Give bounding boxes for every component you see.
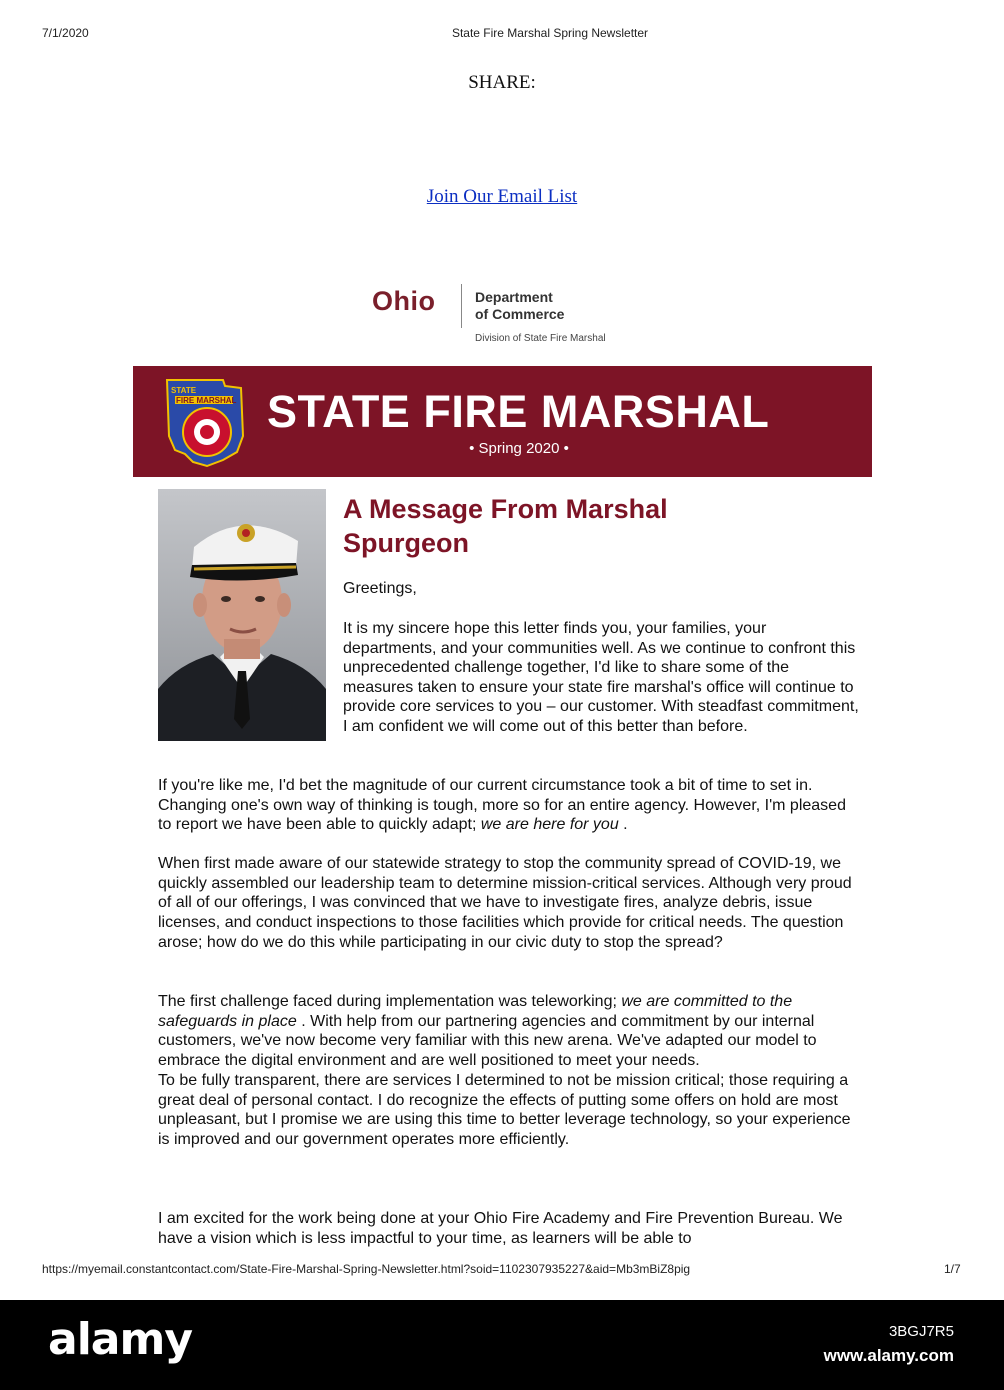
alamy-logo: alamy: [48, 1314, 192, 1365]
article-paragraph: When first made aware of our statewide strategy to stop the community spread of COVID-19, we quickly assembled our leadership team to determine mission-critical services. Although very proud of all of our offerings, I was convinced that we have to investigate fires, analyze debris, issue licenses, and conduct inspections to those facilities which provide for critical needs. The question arose; how do we do this while participating in our civic duty to stop the spread?: [158, 855, 852, 951]
article-intro: It is my sincere hope this letter finds you, your families, your departments, and your communities well. As we continue to confront this unprecedented challenge together, I'd like to share some of the measures taken to ensure your state fire marshal's office will continue to provide core services to you – our customer. With steadfast commitment, I am confident we will come out of this better than before.: [343, 620, 859, 735]
logo-department: Department of Commerce: [475, 289, 565, 322]
newsletter-banner: [133, 366, 872, 477]
print-page-number: 1/7: [944, 1262, 961, 1276]
logo-ohio-wordmark: Ohio: [372, 286, 436, 316]
paragraph-text: The first challenge faced during implementation was teleworking;: [158, 993, 622, 1010]
paragraph-text: To be fully transparent, there are services I determined to not be mission critical; those requiring a great deal of personal contact. I do recognize the effects of putting some offers on hold are most unpleasant, but I promise we are using this time to better leverage technology, so your experience is improved and our government operates more efficiently.: [158, 1071, 851, 1148]
print-url: https://myemail.constantcontact.com/State-Fire-Marshal-Spring-Newsletter.html?soid=1102307935227&aid=Mb3mBiZ8pig: [42, 1262, 691, 1276]
stock-watermark-bar: [0, 1300, 1004, 1390]
paragraph-text: .: [618, 816, 628, 834]
join-email-list: [0, 186, 1004, 208]
print-title: State Fire Marshal Spring Newsletter: [451, 26, 649, 40]
paragraph-text: If you're like me, I'd bet the magnitude of our current circumstance took a bit of time to set in. Changing one's own way of thinking is tough, more so for an entire agency. However, I'm pleased to report we have been able to quickly adapt;: [158, 777, 846, 834]
article-paragraph: [158, 992, 858, 1150]
ohio-commerce-logo: [372, 282, 632, 348]
logo-division: Division of State Fire Marshal: [475, 333, 606, 344]
banner-title: STATE FIRE MARSHAL: [267, 386, 770, 437]
banner-season: • Spring 2020 •: [469, 440, 569, 457]
join-email-list-link[interactable]: Join Our Email List: [426, 186, 578, 207]
emphasis-text: we are here for you: [480, 816, 619, 834]
svg-text:FIRE MARSHAL: FIRE MARSHAL: [176, 396, 237, 405]
share-label: SHARE:: [468, 72, 536, 93]
article-paragraph: [158, 776, 858, 835]
stock-image-id: 3BGJ7R5: [888, 1323, 954, 1340]
fire-marshal-badge-icon: [163, 376, 245, 468]
logo-divider: [461, 284, 462, 328]
emphasis-text: we are committed to the safeguards in place: [158, 993, 793, 1030]
article-heading: A Message From Marshal Spurgeon: [343, 494, 668, 558]
article-paragraph: I am excited for the work being done at your Ohio Fire Academy and Fire Prevention Bureau. We have a vision which is less impactful to your time, as learners will be able to: [158, 1210, 843, 1247]
article-greeting: Greetings,: [343, 580, 417, 597]
marshal-portrait: [158, 489, 326, 741]
print-date: 7/1/2020: [42, 26, 89, 40]
paragraph-text: . With help from our partnering agencies and commitment by our internal customers, we've now become very familiar with this new arena. We've adapted our model to embrace the digital environment and are well positioned to meet your needs.: [158, 1012, 817, 1070]
stock-url: www.alamy.com: [823, 1346, 954, 1365]
print-header: [0, 26, 1004, 42]
portrait-image: [158, 489, 326, 741]
svg-text:STATE: STATE: [171, 386, 197, 395]
